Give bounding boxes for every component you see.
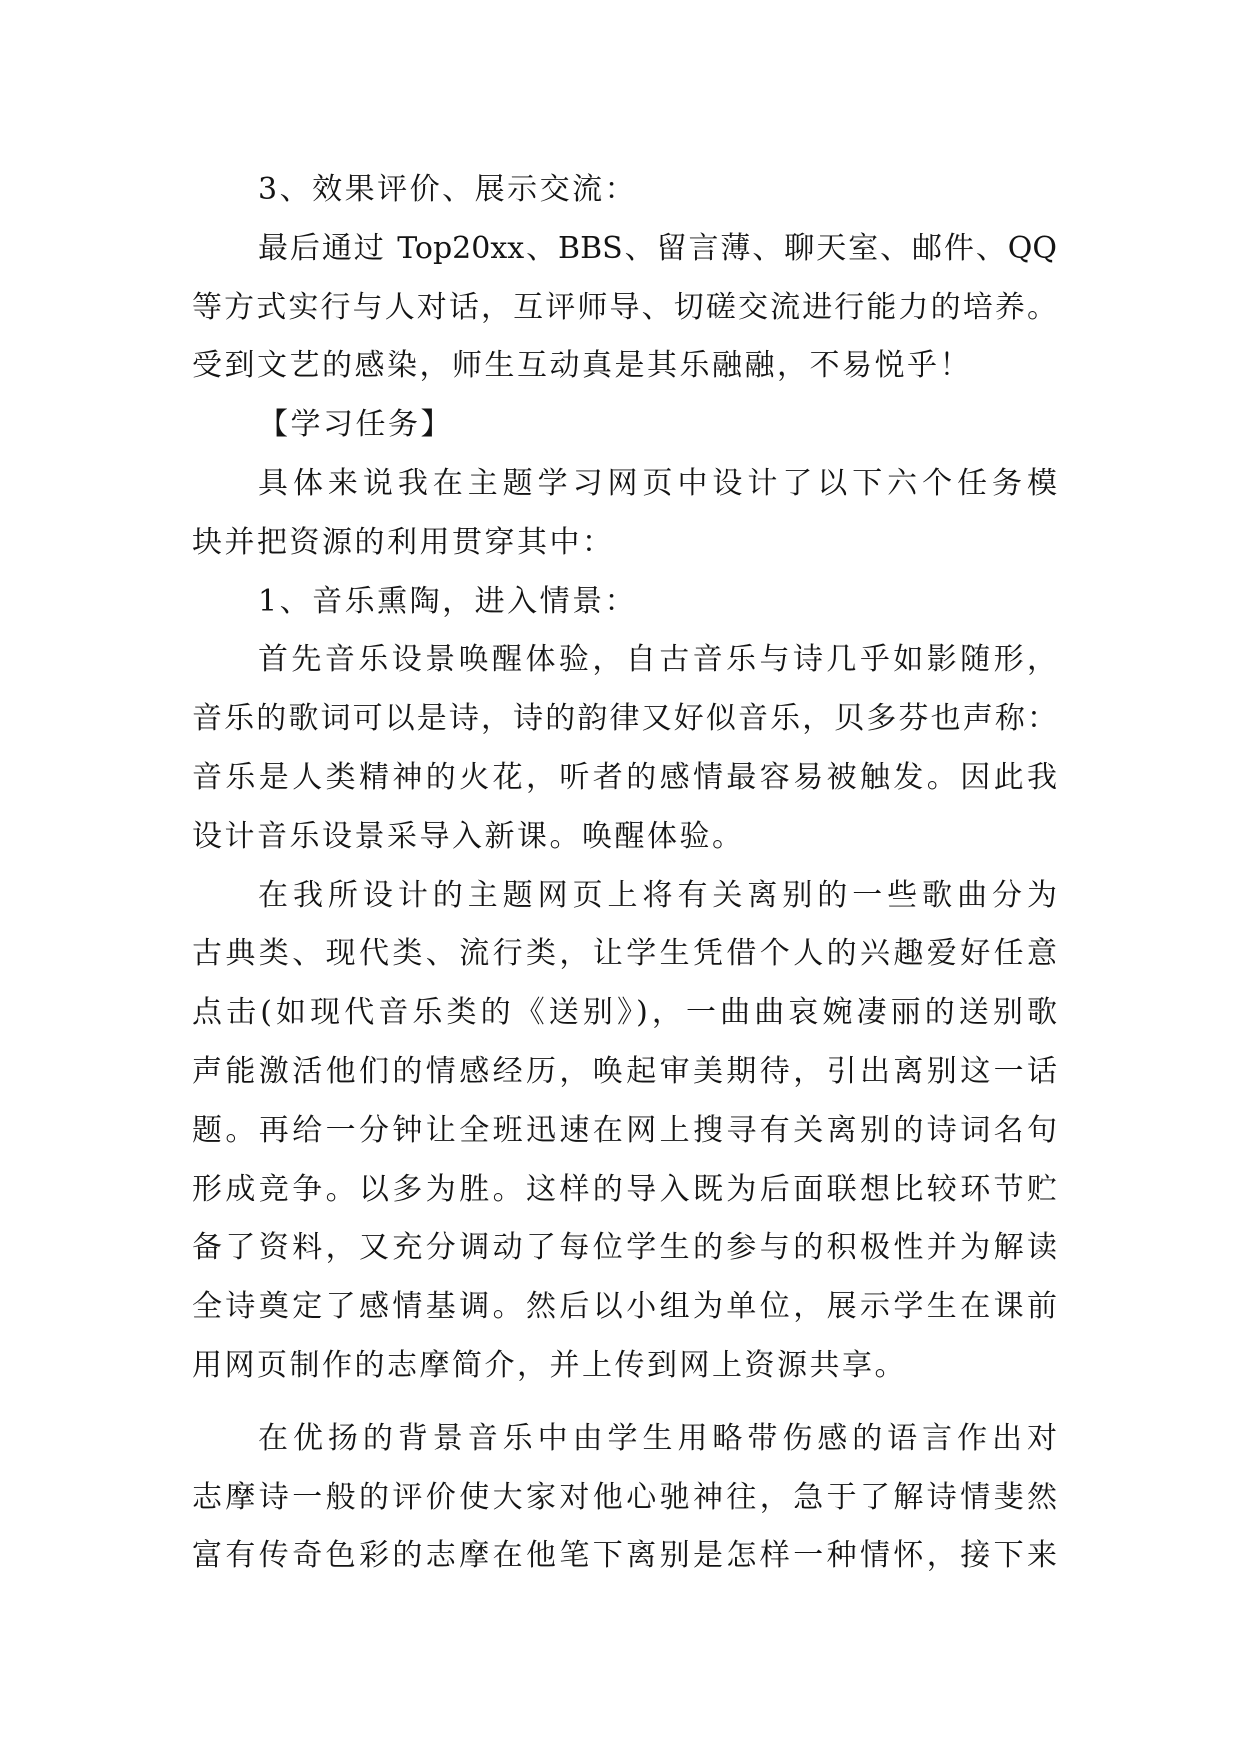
text-line: 点击(如现代音乐类的《送别》)，一曲曲哀婉凄丽的送别歌 [192, 995, 1057, 1031]
text-line: 块并把资源的利用贯穿其中： [192, 524, 615, 560]
text-line: 备了资料，又充分调动了每位学生的参与的积极性并为解读 [192, 1230, 1057, 1266]
paragraph [192, 1410, 1057, 1586]
text-line: 具体来说我在主题学习网页中设计了以下六个任务模 [258, 465, 1057, 501]
paragraph [192, 455, 1057, 573]
paragraph [192, 396, 1057, 455]
text-line: 首先音乐设景唤醒体验，自古音乐与诗几乎如影随形， [258, 642, 1057, 678]
text-line: 音乐是人类精神的火花，听者的感情最容易被触发。因此我 [192, 759, 1057, 795]
paragraph [192, 161, 1057, 220]
document-body [192, 161, 1057, 1586]
text-line: 全诗奠定了感情基调。然后以小组为单位，展示学生在课前 [192, 1289, 1057, 1325]
text-line: 受到文艺的感染，师生互动真是其乐融融，不易悦乎！ [192, 348, 972, 384]
text-line: 等方式实行与人对话，互评师导、切磋交流进行能力的培养。 [192, 289, 1057, 325]
text-line: 题。再给一分钟让全班迅速在网上搜寻有关离别的诗词名句 [192, 1112, 1057, 1148]
text-line: 在我所设计的主题网页上将有关离别的一些歌曲分为 [258, 877, 1057, 913]
paragraph [192, 867, 1057, 1396]
text-line: 富有传奇色彩的志摩在他笔下离别是怎样一种情怀，接下来 [192, 1538, 1057, 1574]
paragraph [192, 220, 1057, 396]
text-line: 古典类、现代类、流行类，让学生凭借个人的兴趣爱好任意 [192, 936, 1057, 972]
text-line: 形成竞争。以多为胜。这样的导入既为后面联想比较环节贮 [192, 1171, 1057, 1207]
text-line: 设计音乐设景采导入新课。唤醒体验。 [192, 818, 745, 854]
text-line: 【学习任务】 [258, 407, 453, 443]
paragraph [192, 631, 1057, 866]
text-line: 音乐的歌词可以是诗，诗的韵律又好似音乐，贝多芬也声称： [192, 701, 1057, 737]
text-line: 在优扬的背景音乐中由学生用略带伤感的语言作出对 [258, 1420, 1057, 1456]
text-line: 最后通过 Top20xx、BBS、留言薄、聊天室、邮件、QQ [258, 230, 1057, 266]
text-line: 志摩诗一般的评价使大家对他心驰神往，急于了解诗情斐然 [192, 1479, 1057, 1515]
text-line: 1、音乐熏陶，进入情景： [258, 583, 638, 619]
paragraph [192, 573, 1057, 632]
text-line: 用网页制作的志摩简介，并上传到网上资源共享。 [192, 1347, 907, 1383]
text-line: 3、效果评价、展示交流： [258, 172, 638, 207]
text-line: 声能激活他们的情感经历，唤起审美期待，引出离别这一话 [192, 1053, 1057, 1089]
